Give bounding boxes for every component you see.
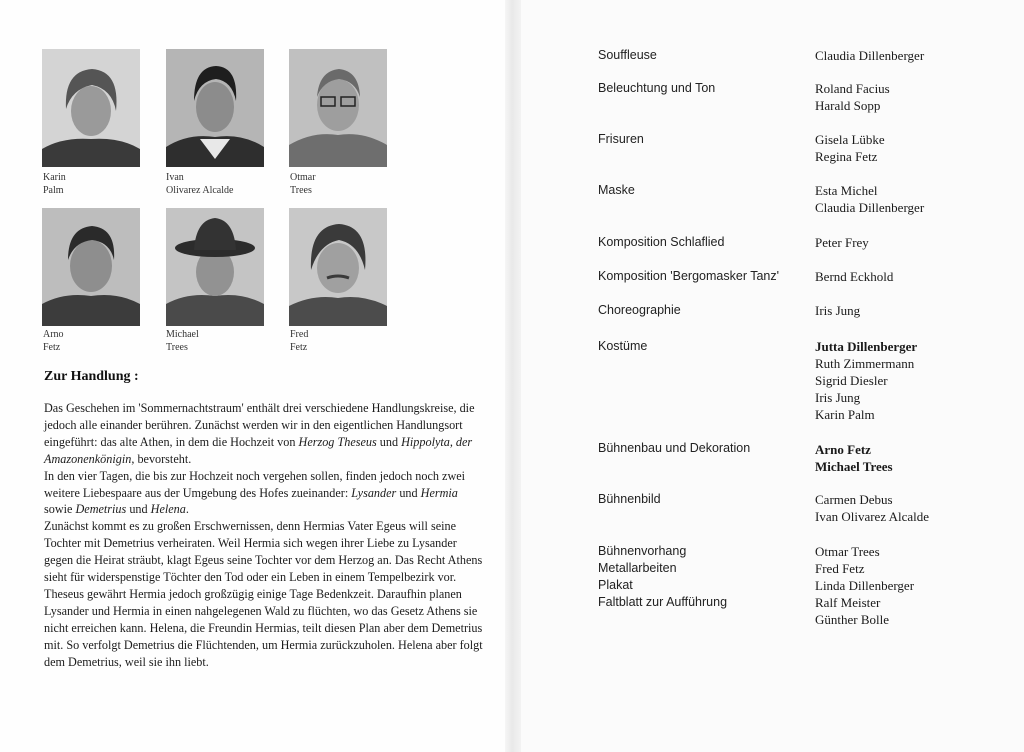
credit-role: Faltblatt zur Aufführung (598, 595, 728, 609)
credit-name: Karin Palm (815, 407, 875, 422)
cast-last-name: Trees (166, 342, 188, 353)
credit-name: Günther Bolle (815, 612, 890, 627)
credit-name: Peter Frey (815, 235, 869, 250)
credit-roles-group (598, 543, 727, 611)
credit-name: Roland Facius (815, 81, 890, 96)
credit-role: Souffleuse (598, 48, 657, 62)
credit-names (815, 131, 885, 165)
credit-name: Linda Dillenberger (815, 578, 915, 593)
plot-text: und (126, 502, 151, 517)
portrait-photo (289, 208, 387, 326)
credit-name: Regina Fetz (815, 149, 878, 164)
cast-caption (166, 328, 199, 354)
portrait-photo (42, 208, 140, 326)
credit-name: Ruth Zimmermann (815, 356, 915, 371)
credit-name: Michael Trees (815, 459, 893, 474)
page-fold (505, 0, 521, 752)
credit-role: Komposition Schlaflied (598, 235, 725, 249)
cast-first-name: Otmar (290, 172, 316, 183)
cast-first-name: Fred (290, 329, 309, 340)
cast-caption (43, 328, 64, 354)
character-name: Demetrius (75, 502, 127, 517)
credit-role: Bühnenvorhang (598, 544, 687, 558)
cast-first-name: Michael (166, 329, 199, 340)
credit-role: Plakat (598, 578, 633, 592)
credit-name: Ivan Olivarez Alcalde (815, 509, 930, 524)
credit-role: Bühnenbild (598, 492, 661, 506)
cast-last-name: Fetz (43, 342, 61, 353)
cast-last-name: Trees (290, 185, 312, 196)
cast-first-name: Karin (43, 172, 66, 183)
credit-names (815, 441, 893, 475)
credit-names (815, 47, 924, 64)
right-page (521, 0, 1024, 752)
credit-names (815, 543, 914, 628)
credit-names (815, 182, 924, 216)
cast-last-name: Palm (43, 185, 64, 196)
credit-role: Bühnenbau und Dekoration (598, 441, 751, 455)
credit-name: Ralf Meister (815, 595, 881, 610)
plot-text: Das Geschehen im 'Sommernachtstraum' enthält drei verschiedene Handlungskreise, die jedoch alle einander berühren. Zunächst werden wir in den eigentlichen Handlungsort eingeführt: das alte Athen, in dem die Hochzeit von (44, 401, 475, 449)
credit-name: Iris Jung (815, 390, 861, 405)
cast-last-name: Olivarez Alcalde (166, 185, 234, 196)
credit-names (815, 491, 929, 525)
credit-name: Jutta Dillenberger (815, 339, 918, 354)
character-name: Helena (150, 502, 186, 517)
credit-role: Beleuchtung und Ton (598, 81, 716, 95)
plot-text: und (376, 434, 402, 449)
cast-caption (290, 171, 316, 197)
portrait-photo (166, 208, 264, 326)
plot-text: . (185, 502, 189, 517)
credit-name: Claudia Dillenberger (815, 200, 925, 215)
credit-name: Bernd Eckhold (815, 269, 894, 284)
cast-caption (43, 171, 66, 197)
credit-role: Frisuren (598, 132, 644, 146)
plot-paragraph (44, 400, 484, 468)
portrait-photo (289, 49, 387, 167)
credit-role: Maske (598, 183, 635, 197)
plot-text: In den vier Tagen, die bis zur Hochzeit noch vergehen sollen, finden jedoch noch zwei weitere Liebespaare aus der Umgebung des Hofes zueinander: (44, 468, 466, 500)
credit-name: Otmar Trees (815, 544, 880, 559)
cast-caption (290, 328, 308, 354)
credit-role: Kostüme (598, 339, 648, 353)
credit-name: Harald Sopp (815, 98, 881, 113)
credit-name: Arno Fetz (815, 442, 871, 457)
credit-names (815, 268, 893, 285)
section-title: Zur Handlung : (44, 369, 139, 384)
plot-summary (44, 400, 484, 671)
credit-role: Choreographie (598, 303, 681, 317)
credit-name: Iris Jung (815, 303, 861, 318)
plot-paragraph: Zunächst kommt es zu großen Erschwernissen, denn Hermias Vater Egeus will seine Tochter mit Demetrius verheiraten. Weil Hermia sich wegen ihrer Liebe zu Lysander gegen die Heirat sträubt, klagt Egeus seine Tochter vor dem Herzog an. Das Recht Athens sieht für widerspenstige Töchter den Tod oder ein Leben in einem Tempelbezirk vor. Theseus gewährt Hermia jedoch großzügig einige Tage Bedenkzeit. Daraufhin planen Lysander und Hermia in einen nahgelegenen Wald zu flüchten, wo das Gesetz Athens sie nicht erreichen kann. Helena, die Freundin Hermias, teilt diesen Plan aber dem Demetrius mit. So verfolgt Demetrius die Flüchtenden, um Hermia zurückzuholen. Helena aber folgt dem Demetrius, weil sie ihn liebt. (44, 519, 483, 669)
character-name: Hermia (420, 485, 458, 500)
credit-name: Sigrid Diesler (815, 373, 888, 388)
portrait-photo (42, 49, 140, 167)
plot-text: , bevorsteht. (131, 451, 192, 466)
character-name: Hippolyta, der Amazonenkönigin (44, 434, 473, 466)
credit-name: Carmen Debus (815, 492, 893, 507)
cast-first-name: Ivan (166, 172, 184, 183)
cast-last-name: Fetz (290, 342, 308, 353)
credit-names (815, 302, 860, 319)
credit-name: Claudia Dillenberger (815, 48, 925, 63)
portrait-photo (166, 49, 264, 167)
plot-text: und (396, 485, 421, 500)
plot-text: sowie (44, 502, 76, 517)
credit-role: Metallarbeiten (598, 561, 677, 575)
credit-name: Fred Fetz (815, 561, 865, 576)
credit-name: Esta Michel (815, 183, 878, 198)
cast-first-name: Arno (43, 329, 64, 340)
credit-role: Komposition 'Bergomasker Tanz' (598, 269, 780, 283)
cast-caption (166, 171, 233, 197)
plot-paragraph (44, 468, 484, 519)
credit-names (815, 338, 917, 423)
character-name: Lysander (351, 485, 397, 500)
credit-name: Gisela Lübke (815, 132, 885, 147)
credit-names (815, 234, 869, 251)
character-name: Herzog Theseus (298, 434, 377, 449)
credit-names (815, 80, 890, 114)
